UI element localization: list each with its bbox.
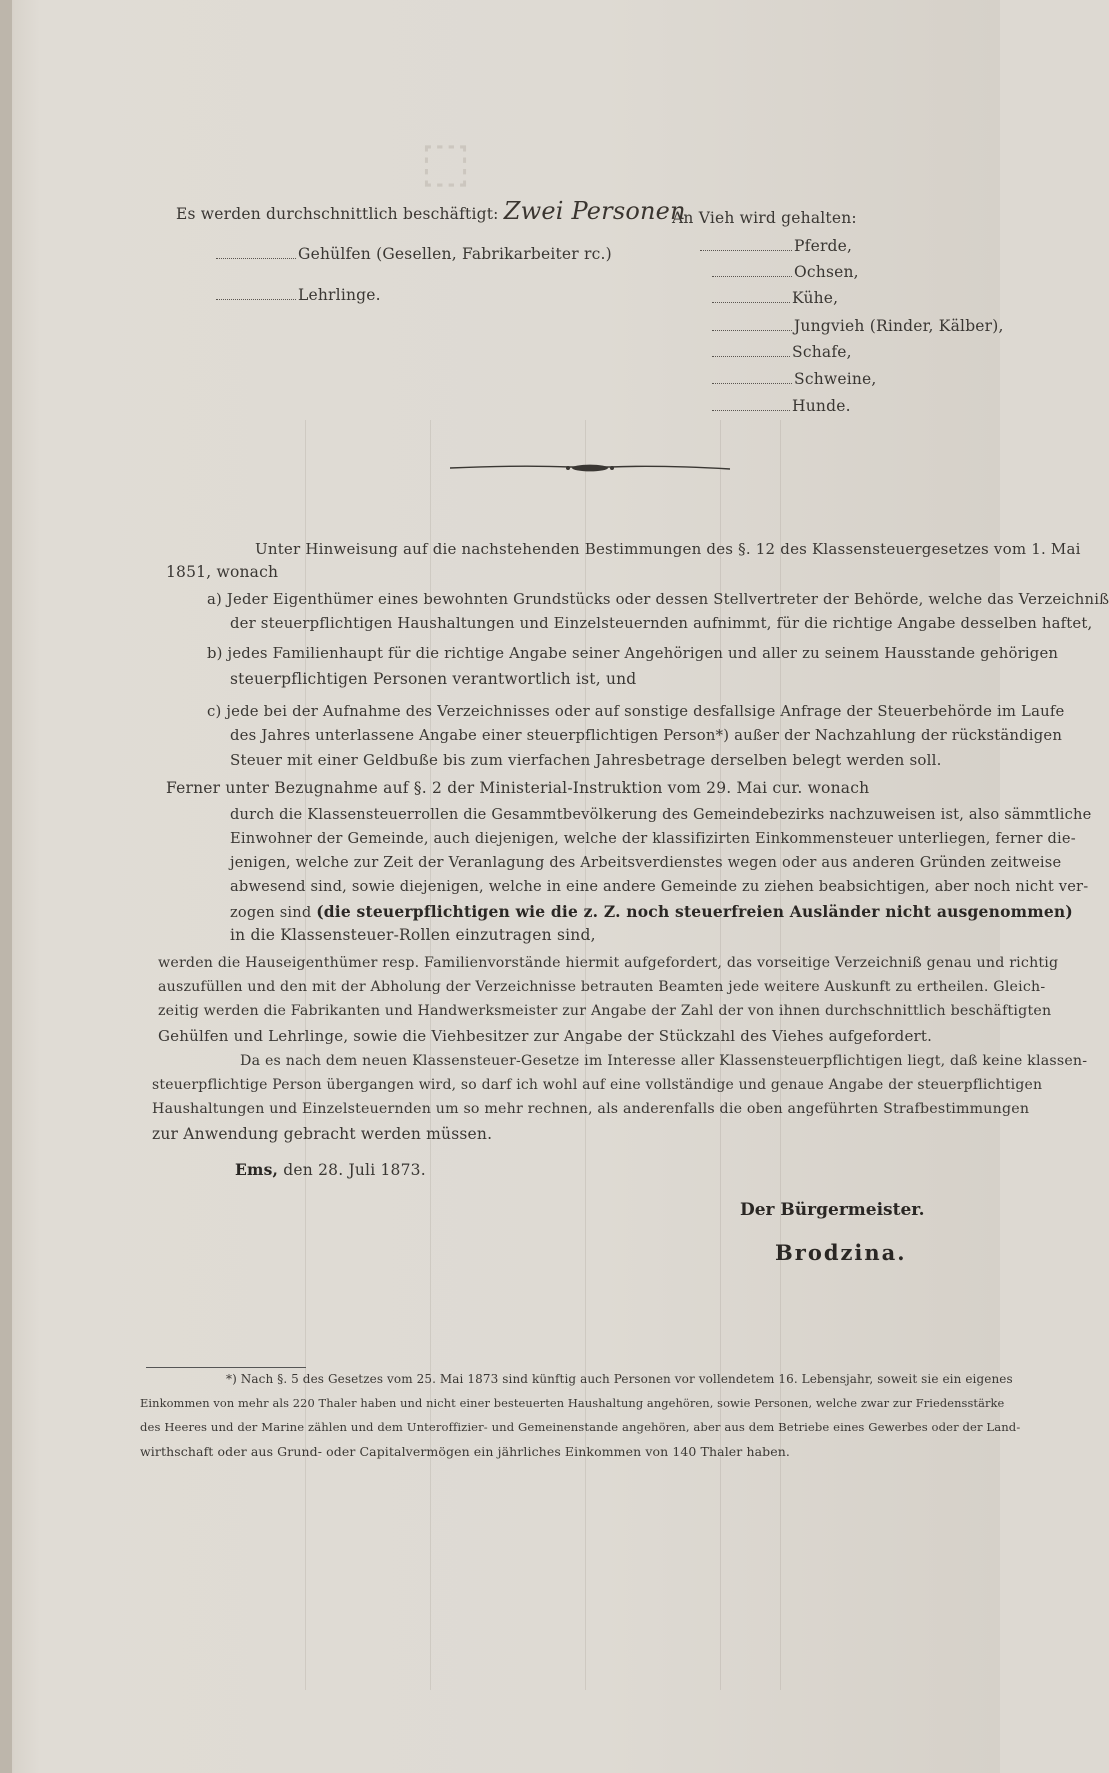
body-line: Unter Hinweisung auf die nachstehenden Bestimmungen des §. 12 des Klassensteuergesetzes vom 1. Mai [255,540,1081,558]
body-line: steuerpflichtige Person übergangen wird, so darf ich wohl auf eine vollständige und genaue Angabe der steuerpflichtigen [152,1077,1043,1093]
livestock-item [712,317,1004,335]
body-line: zur Anwendung gebracht werden müssen. [152,1125,493,1143]
livestock-item [712,370,877,388]
worker-item [216,286,381,304]
footnote-rule [146,1367,306,1368]
footnote-line: Einkommen von mehr als 220 Thaler haben und nicht einer besteuerten Haushaltung angehören, sowie Personen, welche zwar zur Friedensstärke [140,1396,1005,1410]
worker-label: Lehrlinge. [298,286,381,304]
page-edge [0,0,12,1773]
place-date [235,1160,426,1179]
place: Ems, [235,1160,279,1179]
employed-handwritten: Zwei Personen [503,197,686,225]
livestock-label: Kühe, [792,289,839,307]
body-line: Einwohner der Gemeinde, auch diejenigen, welche der klassifizirten Einkommensteuer unterliegen, ferner die- [230,830,1076,847]
footnote-line: *) Nach §. 5 des Gesetzes vom 25. Mai 1873 sind künftig auch Personen vor vollendetem 16. Lebensjahr, soweit sie ein eigenes [226,1372,1013,1386]
body-line: werden die Hauseigenthümer resp. Familienvorstände hiermit aufgefordert, das vorseitige Verzeichniß genau und richtig [158,955,1059,971]
body-line: abwesend sind, sowie diejenigen, welche in eine andere Gemeinde zu ziehen beabsichtigen, aber noch nicht ver- [230,878,1089,895]
fill-in-blank [712,263,792,277]
fill-in-blank [712,343,790,357]
body-line [230,902,1073,921]
body-line: zeitig werden die Fabrikanten und Handwerksmeister zur Angabe der Zahl der von ihnen durchschnittlich beschäftigten [158,1003,1052,1019]
livestock-item [700,237,852,255]
fill-in-blank [700,237,792,251]
livestock-item [712,263,859,281]
fill-in-blank [712,370,792,384]
body-line: des Jahres unterlassene Angabe einer steuerpflichtigen Person*) außer der Nachzahlung der rückständigen [230,727,1063,744]
body-line: der steuerpflichtigen Haushaltungen und Einzelsteuernden aufnimmt, für die richtige Angabe desselben haftet, [230,615,1093,632]
worker-label: Gehülfen (Gesellen, Fabrikarbeiter rc.) [298,245,612,263]
employed-line [176,197,686,225]
body-line: auszufüllen und den mit der Abholung der Verzeichnisse betrauten Beamten jede weitere Auskunft zu ertheilen. Gleich- [158,979,1046,995]
signatory-name: Brodzina. [775,1240,907,1265]
body-line: Haushaltungen und Einzelsteuernden um so mehr rechnen, als anderenfalls die oben angeführten Strafbestimmungen [152,1101,1030,1117]
livestock-label: Jungvieh (Rinder, Kälber), [794,317,1004,335]
livestock-label: Pferde, [794,237,853,255]
footnote-line: des Heeres und der Marine zählen und dem Unteroffizier- und Gemeinenstande angehören, aber aus dem Betriebe eines Gewerbes oder der Land- [140,1420,1021,1434]
body-line: durch die Klassensteuerrollen die Gesammtbevölkerung des Gemeindebezirks nachzuweisen ist, also sämmtliche [230,806,1092,823]
livestock-heading: An Vieh wird gehalten: [672,209,857,227]
livestock-label: Hunde. [792,397,851,415]
fill-in-blank [216,245,296,259]
bleed-through-mark: ⬚ [420,130,478,193]
worker-item [216,245,612,263]
body-line: jenigen, welche zur Zeit der Veranlagung des Arbeitsverdienstes wegen oder aus anderen Gründen zeitweise [230,854,1062,871]
livestock-label: Ochsen, [794,263,859,281]
body-line: Gehülfen und Lehrlinge, sowie die Viehbesitzer zur Angabe der Stückzahl des Viehes aufgefordert. [158,1027,933,1045]
body-emphasis: (die steuerpflichtigen wie die z. Z. noch steuerfreien Ausländer nicht ausgenommen) [316,902,1073,921]
body-line: a) Jeder Eigenthümer eines bewohnten Grundstücks oder dessen Stellvertreter der Behörde, welche das Verzeichniß [207,591,1109,608]
employed-prefix: Es werden durchschnittlich beschäftigt: [176,205,499,223]
body-text: zogen sind [230,904,312,921]
livestock-item [712,289,838,307]
livestock-label: Schweine, [794,370,877,388]
signatory-title: Der Bürgermeister. [740,1200,925,1220]
body-line: c) jede bei der Aufnahme des Verzeichnisses oder auf sonstige desfallsige Anfrage der Steuerbehörde im Laufe [207,703,1065,720]
livestock-item [712,343,852,361]
body-line: Steuer mit einer Geldbuße bis zum vierfachen Jahresbetrage derselben belegt werden soll. [230,751,942,769]
body-line: steuerpflichtigen Personen verantwortlich ist, und [230,670,637,688]
livestock-label: Schafe, [792,343,852,361]
fill-in-blank [712,289,790,303]
footnote-line: wirthschaft oder aus Grund- oder Capitalvermögen ein jährliches Einkommen von 140 Thaler haben. [140,1444,790,1459]
body-line: 1851, wonach [166,563,279,581]
body-line: b) jedes Familienhaupt für die richtige Angabe seiner Angehörigen und aller zu seinem Hausstande gehörigen [207,645,1059,662]
body-line: Da es nach dem neuen Klassensteuer-Gesetze im Interesse aller Klassensteuerpflichtigen liegt, daß keine klassen- [240,1053,1088,1069]
fill-in-blank [712,317,792,331]
livestock-item [712,397,851,415]
fill-in-blank [712,397,790,411]
fill-in-blank [216,286,296,300]
ornamental-divider [450,460,730,476]
body-line: in die Klassensteuer-Rollen einzutragen sind, [230,926,596,944]
body-line: Ferner unter Bezugnahme auf §. 2 der Ministerial-Instruktion vom 29. Mai cur. wonach [166,779,870,797]
date: den 28. Juli 1873. [283,1161,426,1179]
